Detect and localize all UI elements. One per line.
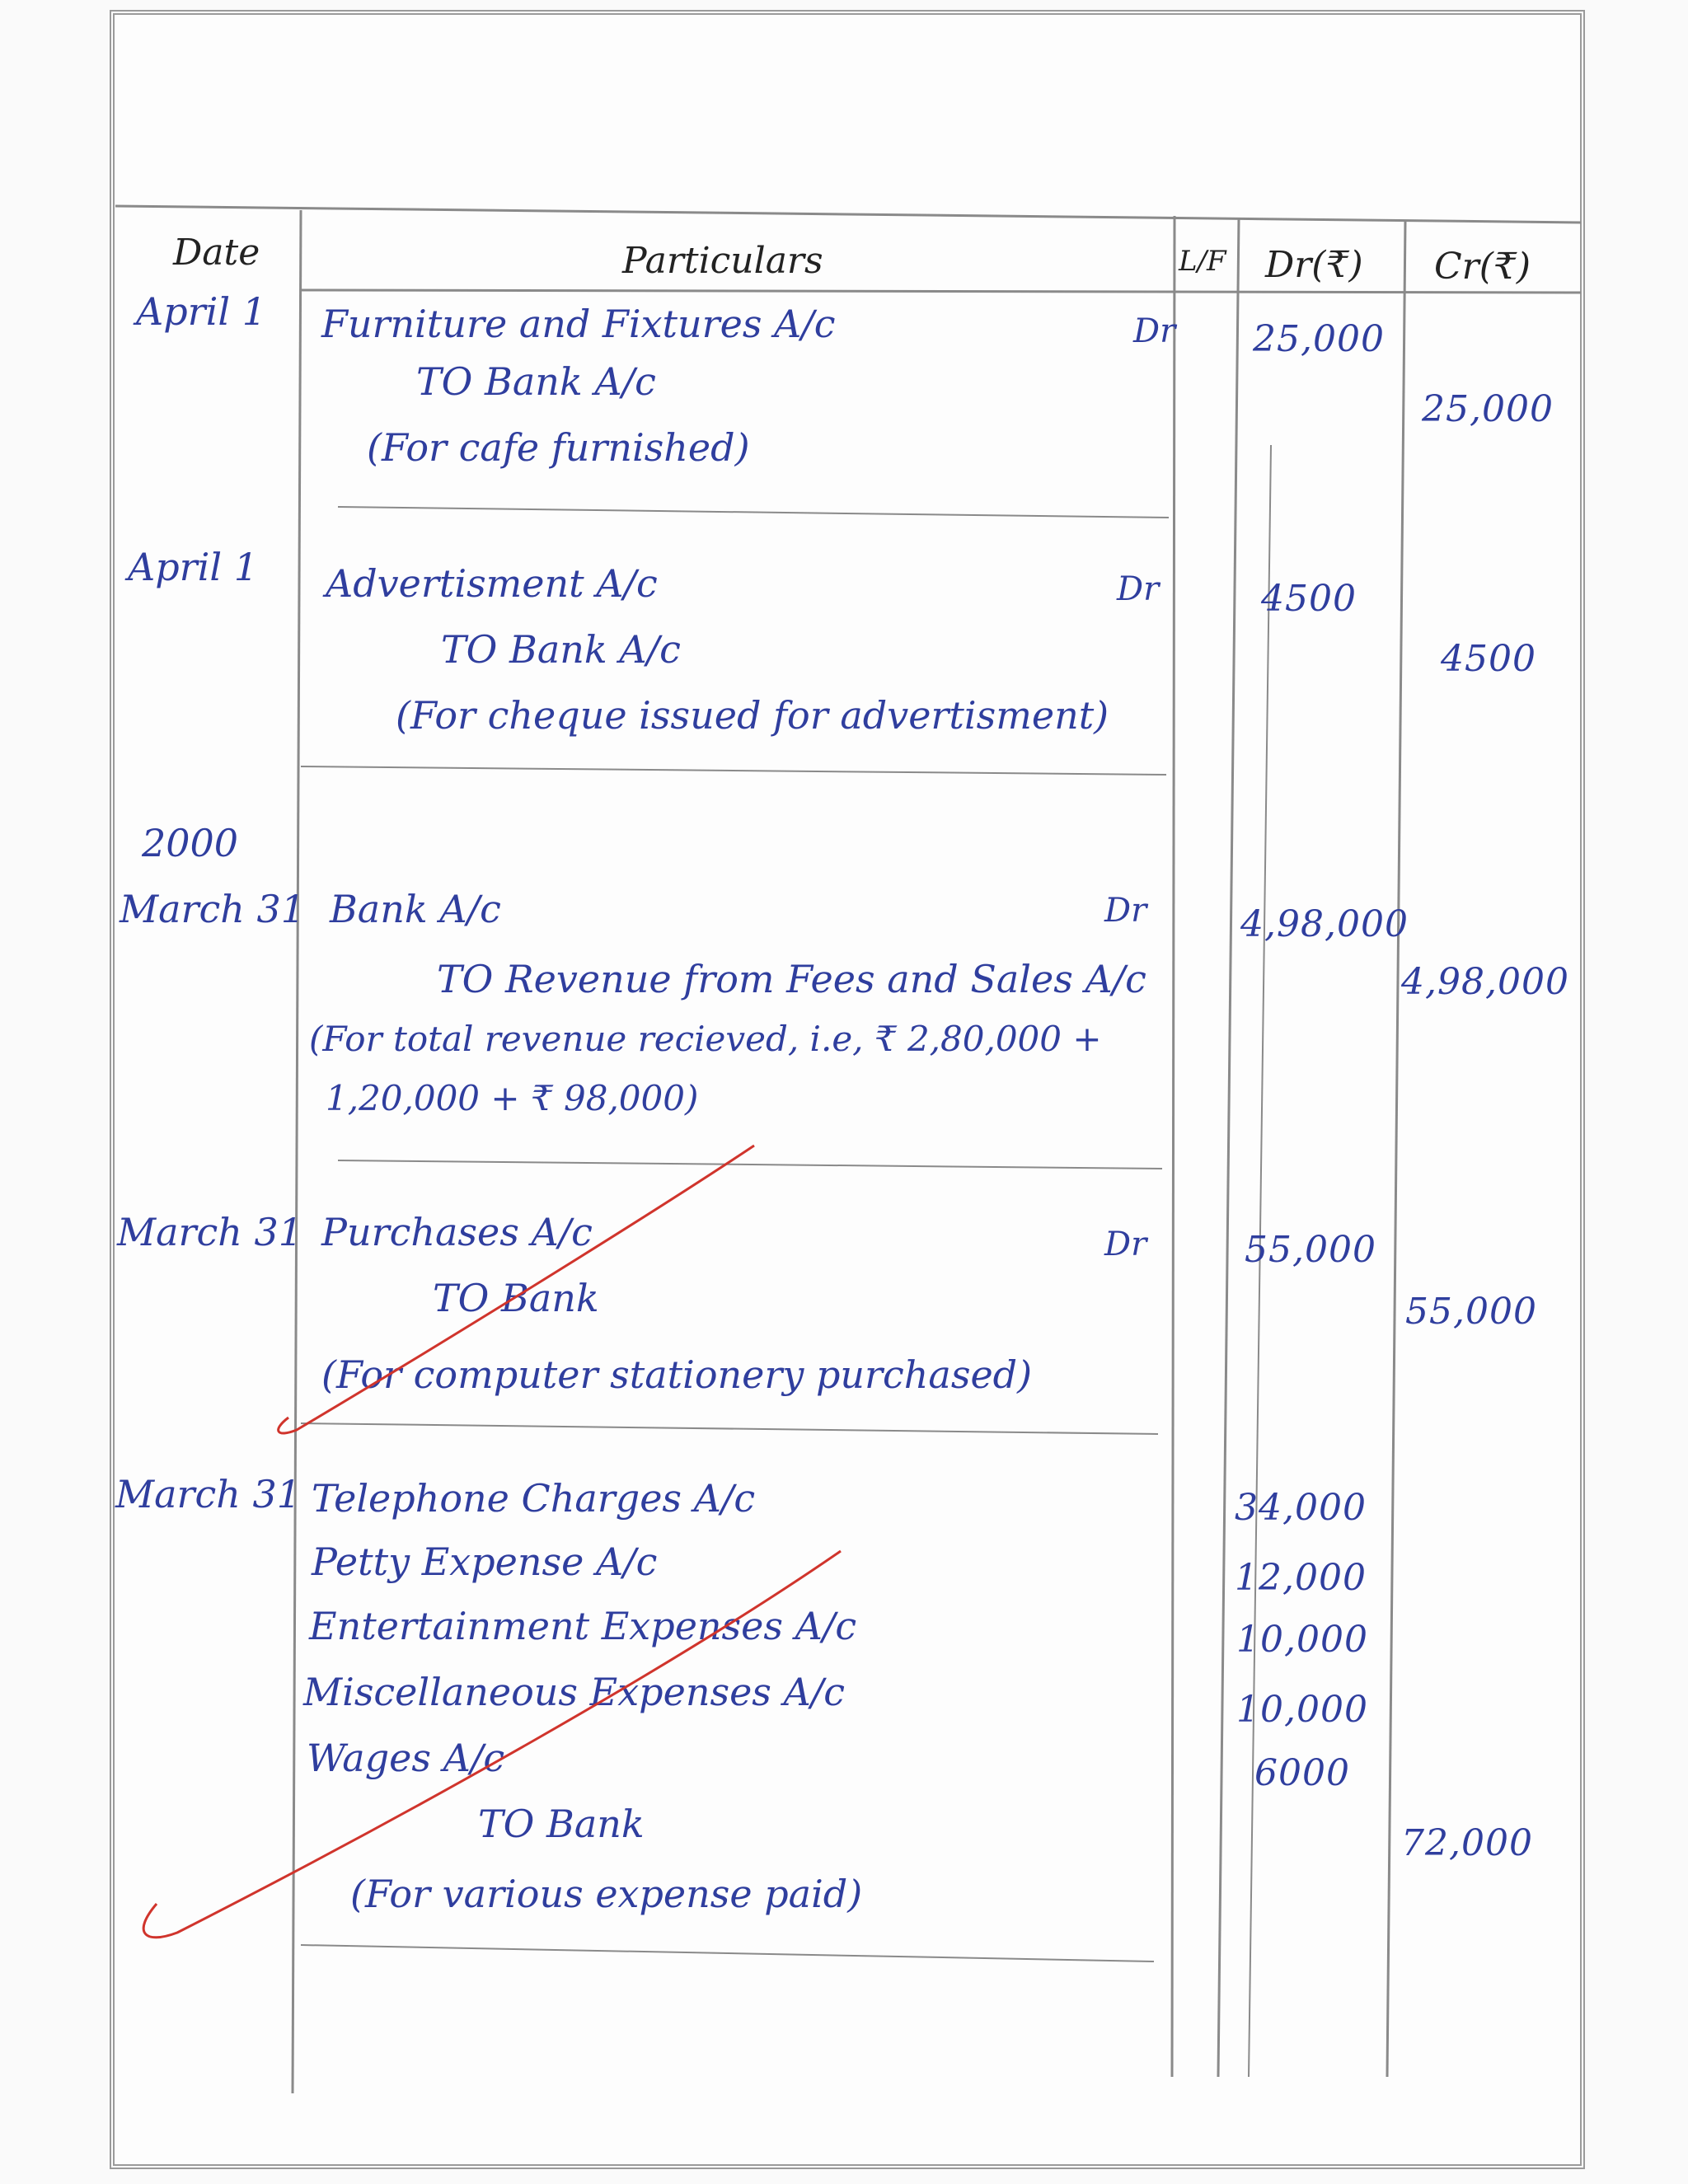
- entry-3-dr-mark: Dr: [1104, 892, 1147, 930]
- entry-5-debit-amount-2: 12,000: [1235, 1557, 1367, 1599]
- entry-3-date: March 31: [120, 887, 306, 931]
- entry-5-credit-amount: 72,000: [1401, 1822, 1533, 1864]
- entry-2-dr-mark: Dr: [1117, 570, 1160, 608]
- entry-1-dr-mark: Dr: [1133, 312, 1176, 350]
- entry-5-debit-account-4: Miscellaneous Expenses A/c: [303, 1670, 846, 1714]
- entry-5-narration: (For various expense paid): [350, 1872, 863, 1916]
- entry-1-narration: (For cafe furnished): [367, 425, 750, 470]
- entry-5-debit-account-5: Wages A/c: [307, 1736, 505, 1780]
- entry-3-year: 2000: [142, 821, 239, 865]
- entry-3-debit-account: Bank A/c: [330, 887, 501, 931]
- entry-2-debit-amount: 4500: [1261, 578, 1357, 620]
- entry-4-debit-account: Purchases A/c: [321, 1210, 593, 1254]
- entry-5-debit-amount-1: 34,000: [1235, 1487, 1367, 1529]
- entry-2-credit-account: TO Bank A/c: [441, 627, 681, 672]
- entry-4-date: March 31: [117, 1210, 303, 1254]
- entry-3-credit-account: TO Revenue from Fees and Sales A/c: [437, 957, 1146, 1001]
- entry-3-narration-line-1: (For total revenue recieved, i.e, ₹ 2,80,000 +: [309, 1019, 1102, 1059]
- entry-5-credit-account: TO Bank: [478, 1802, 645, 1846]
- entry-5-debit-account-1: Telephone Charges A/c: [312, 1476, 756, 1521]
- entry-1-credit-account: TO Bank A/c: [416, 359, 656, 404]
- entry-2-date: April 1: [128, 545, 258, 589]
- header-date: Date: [173, 232, 260, 274]
- header-lf: L/F: [1179, 245, 1226, 278]
- entry-1-date: April 1: [136, 289, 266, 334]
- entry-1-debit-amount: 25,000: [1253, 318, 1385, 360]
- header-cr: Cr(₹): [1434, 246, 1531, 288]
- entry-3-credit-amount: 4,98,000: [1401, 961, 1569, 1003]
- header-particulars: Particulars: [622, 240, 823, 282]
- entry-4-narration: (For computer stationery purchased): [321, 1352, 1033, 1397]
- entry-4-dr-mark: Dr: [1104, 1226, 1147, 1263]
- entry-2-narration: (For cheque issued for advertisment): [396, 693, 1109, 738]
- entry-4-debit-amount: 55,000: [1245, 1229, 1376, 1271]
- entry-3-narration-line-2: 1,20,000 + ₹ 98,000): [326, 1078, 699, 1118]
- entry-5-debit-account-2: Petty Expense A/c: [312, 1540, 658, 1584]
- entry-3-debit-amount: 4,98,000: [1240, 903, 1409, 945]
- entry-1-credit-amount: 25,000: [1422, 388, 1554, 430]
- entry-4-credit-account: TO Bank: [433, 1276, 599, 1320]
- entry-2-debit-account: Advertisment A/c: [326, 561, 658, 606]
- entry-5-debit-account-3: Entertainment Expenses A/c: [309, 1604, 857, 1648]
- entry-5-date: March 31: [115, 1472, 302, 1516]
- entry-5-debit-amount-5: 6000: [1254, 1752, 1350, 1794]
- entry-2-credit-amount: 4500: [1441, 638, 1536, 680]
- entry-5-debit-amount-3: 10,000: [1236, 1619, 1368, 1661]
- entry-1-debit-account: Furniture and Fixtures A/c: [321, 302, 836, 346]
- header-dr: Dr(₹): [1265, 244, 1363, 286]
- entry-4-credit-amount: 55,000: [1405, 1291, 1537, 1333]
- entry-5-debit-amount-4: 10,000: [1236, 1689, 1368, 1731]
